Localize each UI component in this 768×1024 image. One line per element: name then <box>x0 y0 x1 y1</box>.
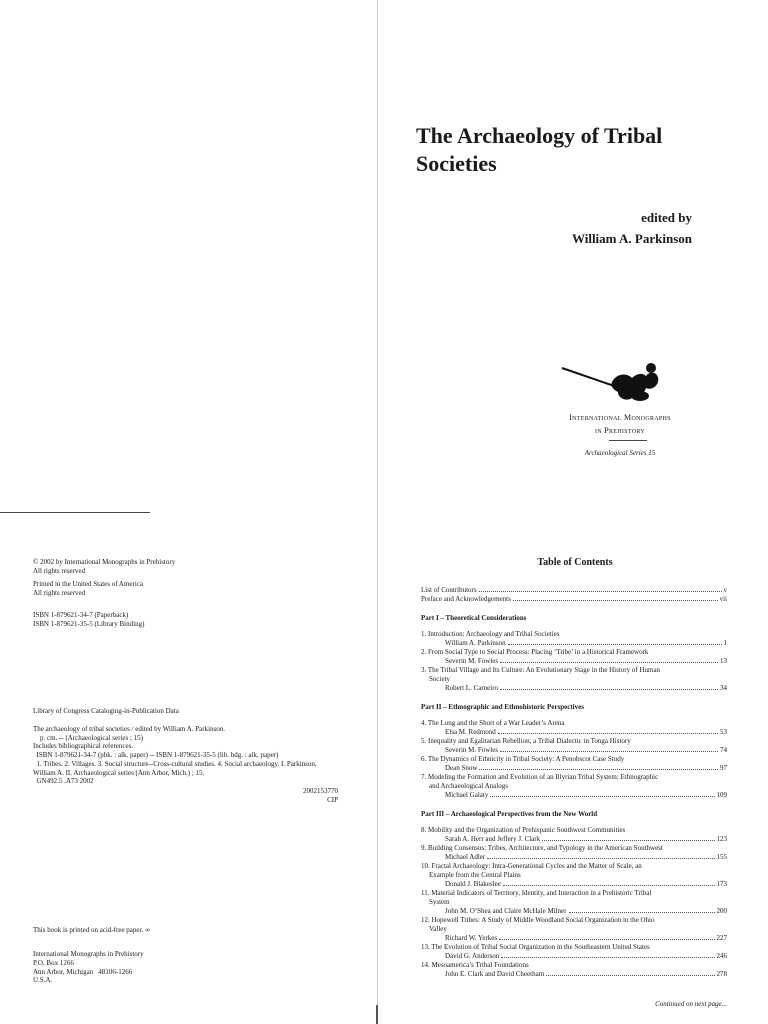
left-page-rule <box>0 512 150 513</box>
toc-author-line <box>421 907 727 916</box>
toc-chapter-entry <box>421 889 727 916</box>
toc-chapter-entry <box>421 648 727 666</box>
edited-by-label: edited by <box>641 210 692 225</box>
toc-chapter-entry <box>421 737 727 755</box>
dot-leader <box>500 688 718 690</box>
publisher-address <box>33 950 353 985</box>
toc-chapter-title: 9. Building Consensus: Tribes, Architecture, and Typology in the American Southwest <box>421 844 663 852</box>
dot-leader <box>499 938 714 940</box>
dot-leader <box>487 857 714 859</box>
toc-chapter-title: Valley <box>429 925 447 933</box>
toc-page-number: 97 <box>720 764 727 772</box>
toc-chapter-entry <box>421 826 727 844</box>
toc-entry-title: Richard W. Yerkes <box>445 934 498 942</box>
toc-chapter-title: 3. The Tribal Village and Its Culture: An Evolutionary Stage in the History of Human <box>421 666 661 674</box>
toc-chapter-title: 11. Material Indicators of Territory, Identity, and Interaction in a Prehistoric Tribal <box>421 889 652 897</box>
dot-leader <box>542 839 714 841</box>
toc-entry-title: Preface and Acknowledgements <box>421 595 511 603</box>
toc-entry-title: Michael Galaty <box>445 791 489 799</box>
toc-entry-title: Severin M. Fowles <box>445 746 499 754</box>
toc-chapter-title: Society <box>429 675 450 683</box>
toc-page-number: 34 <box>720 684 727 692</box>
copyright-line: © 2002 by International Monographs in Prehistory <box>33 558 176 566</box>
dot-leader <box>498 732 718 734</box>
printed-block <box>33 580 353 598</box>
toc-chapter-title: 5. Inequality and Egalitarian Rebellion, a Tribal Dialectic in Tonga History <box>421 737 631 745</box>
continued-note: Continued on next page... <box>655 1000 727 1008</box>
toc-page-number: 155 <box>716 853 727 861</box>
toc-chapter-title: 4. The Long and the Short of a War Leader’s Arena <box>421 719 565 727</box>
page-gutter <box>377 0 378 1024</box>
toc-page-number: 74 <box>720 746 727 754</box>
dot-leader <box>508 643 722 645</box>
copyright-block <box>33 558 353 576</box>
editor-name: William A. Parkinson <box>571 231 692 246</box>
toc-entry-title: Michael Adler <box>445 853 486 861</box>
cip-heading: Library of Congress Cataloging-in-Publication Data <box>33 707 179 715</box>
address-line: U.S.A. <box>33 976 53 985</box>
cip-line: William A. II. Archaeological series (Ann Arbor, Mich.) ; 15. <box>33 768 205 777</box>
toc-entry-title: List of Contributors <box>421 586 477 594</box>
toc-chapter-title: 1. Introduction: Archaeology and Tribal Societies <box>421 630 560 638</box>
cip-number: 2002153770 <box>303 787 338 795</box>
toc-chapter-title: 14. Mesoamerica’s Tribal Foundations <box>421 961 529 969</box>
acid-free-note: This book is printed on acid-free paper. ∞ <box>33 926 150 934</box>
toc-chapter-title: 12. Hopewell Tribes: A Study of Middle Woodland Social Organization in the Ohio <box>421 916 655 924</box>
toc-chapter-title: Example from the Central Plains <box>429 871 521 879</box>
toc-entry-title: Sarah A. Herr and Jeffery J. Clark <box>445 835 541 843</box>
address-line: P.O. Box 1266 <box>33 958 74 967</box>
title-line-1: The Archaeology of Tribal <box>416 123 663 148</box>
toc-author-line <box>421 746 727 755</box>
toc-entry-title: David G. Anderson <box>445 952 500 960</box>
toc-front-entry <box>421 595 727 604</box>
toc-author-line <box>421 639 727 648</box>
isbn-block <box>33 611 353 629</box>
toc-entry-title: Robert L. Carneiro <box>445 684 499 692</box>
dot-leader <box>479 768 718 770</box>
toc-author-line <box>421 764 727 773</box>
address-line: Ann Arbor, Michigan 48106-1266 <box>33 967 133 976</box>
toc-page-number: v <box>723 586 727 594</box>
dot-leader <box>500 661 718 663</box>
toc-heading: Table of Contents <box>537 557 613 568</box>
toc-page-number: 13 <box>720 657 727 665</box>
toc-entry-title: William A. Parkinson <box>445 639 506 647</box>
toc-part-title: Part I – Theoretical Considerations <box>421 614 527 622</box>
dot-leader <box>546 974 714 976</box>
cip-block <box>33 707 353 786</box>
cip-line: Includes bibliographical references. <box>33 742 134 751</box>
toc-author-line <box>421 657 727 666</box>
toc-author-line <box>421 684 727 693</box>
dot-leader <box>503 884 715 886</box>
toc-author-line <box>421 934 727 943</box>
cip-line: 1. Tribes. 2. Villages. 3. Social structure--Cross-cultural studies. 4. Social archaeology. I. Parkinson, <box>33 759 317 768</box>
toc-chapter-entry <box>421 862 727 889</box>
printed-line: Printed in the United States of America <box>33 580 144 588</box>
book-title <box>416 122 736 177</box>
series-label: Archaeological Series 15 <box>584 449 656 457</box>
table-of-contents <box>421 586 727 979</box>
toc-author-line <box>421 970 727 979</box>
toc-page-number: vii <box>719 595 727 603</box>
toc-chapter-entry <box>421 630 727 648</box>
toc-page-number: 173 <box>716 880 727 888</box>
binding-shadow <box>376 1005 378 1024</box>
toc-chapter-entry <box>421 755 727 773</box>
toc-chapter-title: 2. From Social Type to Social Process: Placing ‘Tribe’ in a Historical Framework <box>421 648 649 656</box>
toc-chapter-title: 6. The Dynamics of Ethnicity in Tribal Society: A Penobscot Case Study <box>421 755 625 763</box>
toc-part-title: Part III – Archaeological Perspectives from the New World <box>421 810 598 818</box>
publisher-line-2: in Prehistory <box>595 425 645 435</box>
toc-front-entry <box>421 586 727 595</box>
toc-page-number: 123 <box>716 835 727 843</box>
publisher-line-1: International Monographs <box>569 413 671 422</box>
cip-line: ISBN 1-879621-34-7 (pbk. : alk. paper) -- ISBN 1-879621-35-5 (lib. bdg. : alk. paper) <box>33 751 279 759</box>
cip-label: CIP <box>327 795 338 804</box>
publisher-imprint <box>555 412 685 438</box>
dot-leader <box>501 956 714 958</box>
toc-part-title: Part II – Ethnographic and Ethnohistoric Perspectives <box>421 703 584 711</box>
toc-page-number: 109 <box>716 791 727 799</box>
toc-page-number: 200 <box>716 907 727 915</box>
toc-chapter-title: 10. Fractal Archaeology: Intra-Generational Cycles and the Matter of Scale, an <box>421 862 642 870</box>
toc-entry-title: John E. Clark and David Cheetham <box>445 970 545 978</box>
toc-author-line <box>421 728 727 737</box>
isbn-paperback: ISBN 1-879621-34-7 (Paperback) <box>33 611 129 619</box>
rights-line: All rights reserved <box>33 566 86 575</box>
dot-leader <box>479 590 722 592</box>
address-line: International Monographs in Prehistory <box>33 950 144 958</box>
toc-page-number: 278 <box>716 970 727 978</box>
toc-chapter-entry <box>421 844 727 862</box>
toc-author-line <box>421 952 727 961</box>
toc-chapter-title: System <box>429 898 450 906</box>
toc-entry-title: John M. O’Shea and Claire McHale Milner <box>445 907 567 915</box>
cip-line: The archaeology of tribal societies / edited by William A. Parkinson. <box>33 724 226 733</box>
toc-chapter-entry <box>421 773 727 800</box>
title-line-2: Societies <box>416 150 497 176</box>
dot-leader <box>569 911 715 913</box>
publisher-logo-icon <box>560 360 664 410</box>
toc-author-line <box>421 791 727 800</box>
toc-chapter-entry <box>421 666 727 693</box>
toc-chapter-title: 7. Modeling the Formation and Evolution of an Illyrian Tribal System: Ethnographic <box>421 773 659 781</box>
cip-line: p. cm. -- (Archaeological series ; 15) <box>33 733 144 742</box>
toc-entry-title: Donald J. Blakeslee <box>445 880 501 888</box>
toc-chapter-entry <box>421 943 727 961</box>
toc-author-line <box>421 880 727 889</box>
toc-entry-title: Severin M. Fowles <box>445 657 499 665</box>
publisher-rule <box>609 440 647 441</box>
toc-entry-title: Dean Snow <box>445 764 478 772</box>
dot-leader <box>500 750 718 752</box>
dot-leader <box>490 795 714 797</box>
toc-page-number: 227 <box>716 934 727 942</box>
rights-line: All rights reserved <box>33 588 86 597</box>
toc-chapter-entry <box>421 719 727 737</box>
toc-chapter-title: 13. The Evolution of Tribal Social Organization in the Southeastern United States <box>421 943 650 951</box>
toc-page-number: 246 <box>716 952 727 960</box>
toc-page-number: 1 <box>723 639 727 647</box>
toc-entry-title: Elsa M. Redmond <box>445 728 496 736</box>
dot-leader <box>513 599 718 601</box>
toc-chapter-title: and Archaeological Analogs <box>429 782 508 790</box>
toc-chapter-entry <box>421 916 727 943</box>
toc-chapter-entry <box>421 961 727 979</box>
toc-chapter-title: 8. Mobility and the Organization of Prehispanic Southwest Communities <box>421 826 626 834</box>
toc-page-number: 53 <box>720 728 727 736</box>
cip-line: GN492.5 .A73 2002 <box>33 777 94 786</box>
cip-number-block <box>250 787 338 805</box>
toc-author-line <box>421 835 727 844</box>
isbn-library: ISBN 1-879621-35-5 (Library Binding) <box>33 619 145 628</box>
toc-author-line <box>421 853 727 862</box>
